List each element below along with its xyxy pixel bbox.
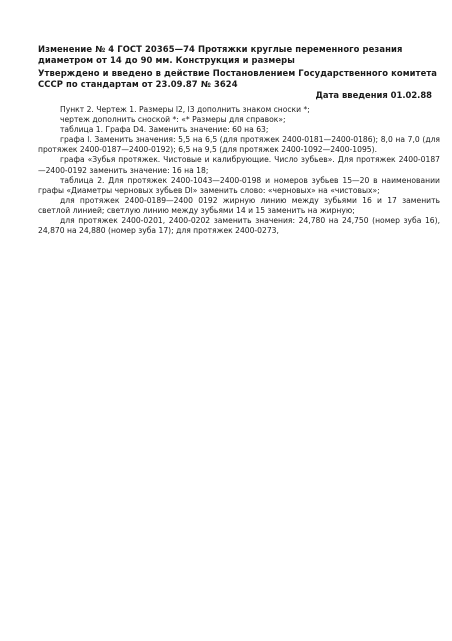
paragraph: таблица 1. Графа D4. Заменить значение: 60 на 63;	[60, 125, 269, 135]
paragraph: Пункт 2. Чертеж 1. Размеры l2, l3 дополнить знаком сноски *;	[60, 105, 310, 114]
paragraph: графа «Зубья протяжек. Чистовые и калибрующие. Число зубьев». Для протяжек 2400-0187—2400-0192 заменить значение: 16 на 18;	[38, 155, 440, 175]
document-title: Изменение № 4 ГОСТ 20365—74 Протяжки круглые переменного резания диаметром от 14 до 90 мм. Конструкция и размеры	[38, 44, 403, 65]
paragraph: таблица 2. Для протяжек 2400-1043—2400-0198 и номеров зубьев 15—20 в наименовании графы «Диаметры черновых зубьев Dl» заменить слово: «черновых» на «чистовых»;	[38, 175, 440, 195]
paragraph: графа l. Заменить значения: 5,5 на 6,5 (для протяжек 2400-0181—2400-0186); 8,0 на 7,0 (для протяжек 2400-0187—2400-0192); 6,5 на 9,5 (для протяжек 2400-1092—2400-1095).	[38, 135, 440, 155]
paragraph: для протяжек 2400-0189—2400 0192 жирную линию между зубьями 16 и 17 заменить светлой линией; светлую линию между зубьями 14 и 15 заменить на жирную;	[38, 195, 440, 215]
approval-statement: Утверждено и введено в действие Постановлением Государственного комитета СССР по стандартам от 23.09.87 № 3624	[38, 68, 438, 89]
paragraph: для протяжек 2400-0201, 2400-0202 заменить значения: 24,780 на 24,750 (номер зуба 16), 24,870 на 24,880 (номер зуба 17); для протяжек 2400-0273,	[38, 216, 440, 236]
paragraph: чертеж дополнить сноской *: «* Размеры для справок»;	[60, 115, 286, 125]
body-text	[38, 105, 440, 236]
effective-date: Дата введения 01.02.88	[315, 90, 432, 100]
